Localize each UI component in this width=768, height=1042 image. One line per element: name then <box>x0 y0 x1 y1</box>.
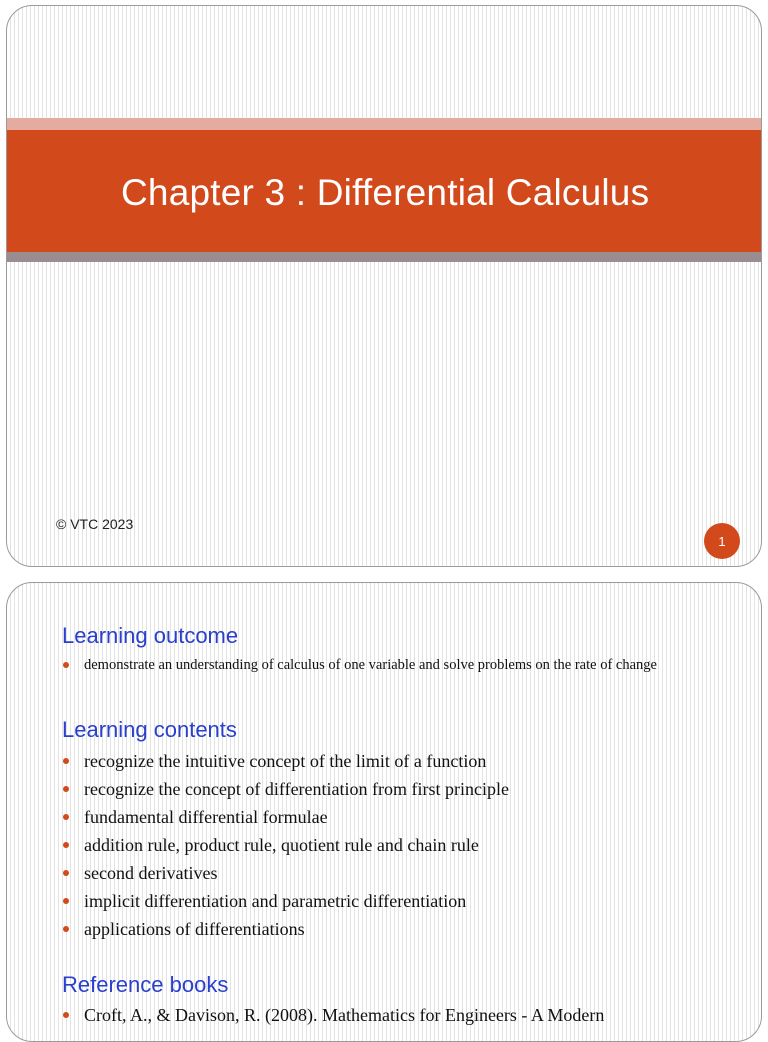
list-item <box>62 747 722 775</box>
list-item <box>62 915 722 943</box>
list-item-text: applications of differentiations <box>84 919 305 939</box>
list-item <box>62 775 722 803</box>
slide-2 <box>6 582 762 1042</box>
learning-contents-list <box>62 747 722 943</box>
page-number-badge: 1 <box>704 523 740 559</box>
list-item <box>62 656 722 674</box>
bullet-icon <box>63 758 69 764</box>
title-band-top-stripe <box>7 118 761 130</box>
list-item <box>62 1002 722 1028</box>
bullet-icon <box>63 814 69 820</box>
bullet-icon <box>63 898 69 904</box>
list-item <box>62 859 722 887</box>
bullet-icon <box>63 926 69 932</box>
learning-outcome-heading: Learning outcome <box>62 623 239 648</box>
learning-outcome-list <box>62 656 722 674</box>
bullet-icon <box>63 662 69 668</box>
list-item-text: addition rule, product rule, quotient rule and chain rule <box>84 835 479 855</box>
list-item-text: implicit differentiation and parametric differentiation <box>84 891 467 911</box>
list-item-text: recognize the concept of differentiation from first principle <box>84 779 509 799</box>
list-item <box>62 803 722 831</box>
bullet-icon <box>63 842 69 848</box>
bullet-icon <box>63 1012 69 1018</box>
list-item-text: recognize the intuitive concept of the limit of a function <box>84 751 487 771</box>
bullet-icon <box>63 870 69 876</box>
copyright-text: © VTC 2023 <box>56 516 134 532</box>
list-item-text: demonstrate an understanding of calculus of one variable and solve problems on the rate of change <box>84 657 657 673</box>
slide-1 <box>6 5 762 567</box>
bullet-icon <box>63 786 69 792</box>
list-item <box>62 887 722 915</box>
list-item-text: second derivatives <box>84 863 218 883</box>
reference-books-heading: Reference books <box>62 972 229 997</box>
learning-contents-heading: Learning contents <box>62 717 237 742</box>
title-band-bottom-stripe <box>7 252 761 262</box>
list-item-text: fundamental differential formulae <box>84 807 328 827</box>
slide-title: Chapter 3 : Differential Calculus <box>121 172 650 213</box>
list-item <box>62 831 722 859</box>
reference-books-list <box>62 1002 722 1028</box>
list-item-text: Croft, A., & Davison, R. (2008). Mathematics for Engineers - A Modern <box>84 1005 605 1025</box>
